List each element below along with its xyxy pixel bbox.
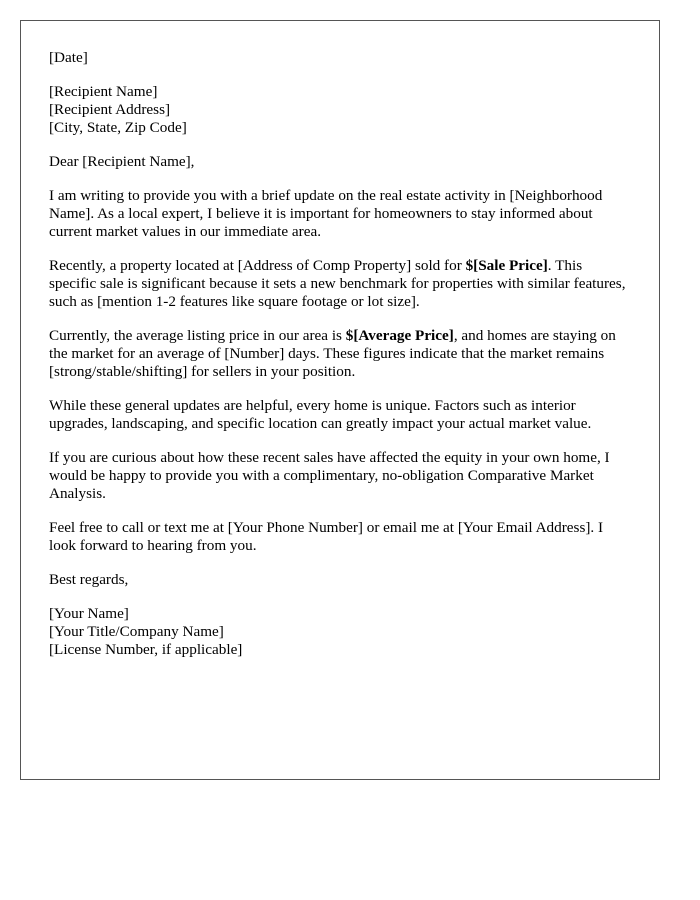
comp-sale-text-before: Recently, a property located at [Address of Comp Property] sold for	[49, 257, 466, 274]
letter-page	[20, 20, 660, 780]
closing: Best regards,	[49, 571, 129, 588]
average-price: $[Average Price]	[345, 327, 454, 344]
recipient-name: [Recipient Name]	[49, 83, 158, 100]
signature-block	[49, 605, 631, 659]
paragraph-cma-offer: If you are curious about how these recent sales have affected the equity in your own home, I would be happy to provide you with a complimentary, no-obligation Comparative Market Analysis.	[49, 449, 610, 502]
market-stats-text-before: Currently, the average listing price in our area is	[49, 327, 346, 344]
recipient-block	[49, 83, 631, 137]
comp-sale-text-after: . This specific sale is significant because it sets a new benchmark for properties with similar features, such as [mention 1-2 features like square footage or lot size].	[49, 257, 626, 310]
signature-name: [Your Name]	[49, 605, 129, 622]
salutation: Dear [Recipient Name],	[49, 153, 195, 170]
paragraph-contact: Feel free to call or text me at [Your Phone Number] or email me at [Your Email Address]. I look forward to hearing from you.	[49, 519, 604, 554]
paragraph-comp-sale	[49, 257, 631, 311]
paragraph-intro: I am writing to provide you with a brief update on the real estate activity in [Neighborhood Name]. As a local expert, I believe it is important for homeowners to stay informed about current market values in our immediate area.	[49, 187, 603, 240]
sale-price: $[Sale Price]	[465, 257, 548, 274]
paragraph-market-stats	[49, 327, 631, 381]
signature-license: [License Number, if applicable]	[49, 641, 243, 658]
market-stats-text-after: , and homes are staying on the market for an average of [Number] days. These figures indicate that the market remains [strong/stable/shifting] for sellers in your position.	[49, 327, 616, 380]
paragraph-unique-home: While these general updates are helpful, every home is unique. Factors such as interior upgrades, landscaping, and specific location can greatly impact your actual market value.	[49, 397, 592, 432]
recipient-city-state-zip: [City, State, Zip Code]	[49, 119, 187, 136]
letter-date: [Date]	[49, 49, 88, 66]
recipient-address: [Recipient Address]	[49, 101, 171, 118]
signature-title-company: [Your Title/Company Name]	[49, 623, 224, 640]
